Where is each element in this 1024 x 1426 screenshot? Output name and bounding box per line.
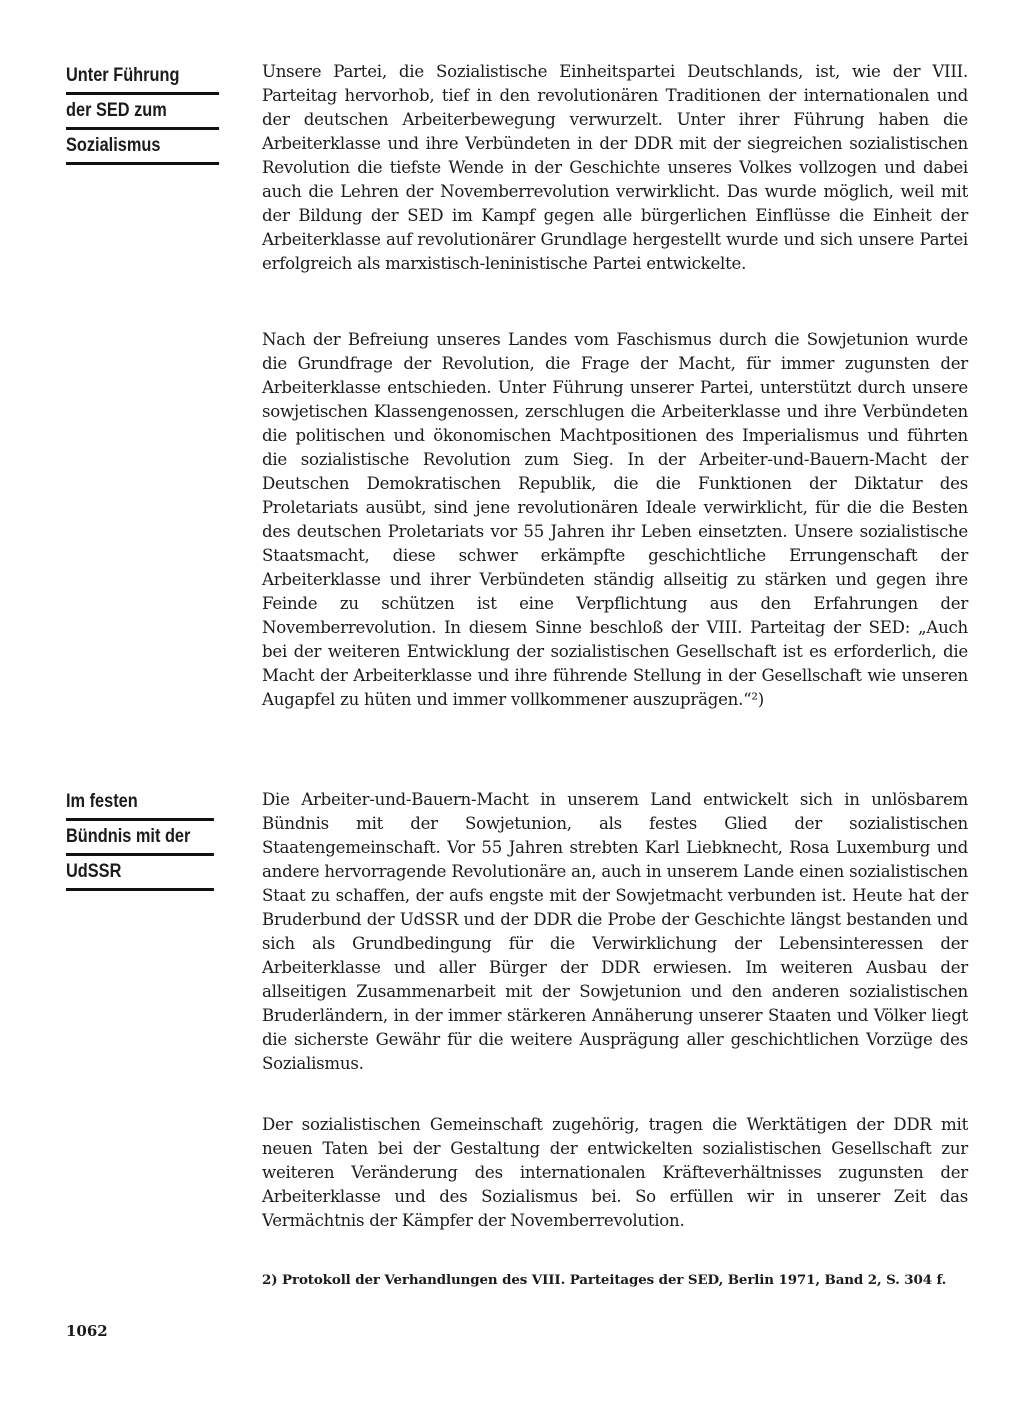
heading-line: UdSSR: [66, 856, 214, 891]
heading-line: der SED zum: [66, 95, 219, 130]
paragraph: Die Arbeiter-und-Bauern-Macht in unserem Land entwickelt sich in unlösbarem Bündnis mit der Sowjetunion, als festes Glied der sozialistischen Staatengemeinschaft. Vor 55 Jahren strebten Karl Liebknecht, Rosa Luxemburg und andere hervorragende Revolutionäre an, auch in unserem Lande einen sozialistischen Staat zu schaffen, der aufs engste mit der Sowjetmacht verbunden ist. Heute hat der Bruderbund der UdSSR und der DDR die Probe der Geschichte längst bestanden und sich als Grundbedingung für die Verwirklichung der Lebensinteressen der Arbeiterklasse und aller Bürger der DDR erwiesen. Im weiteren Ausbau der allseitigen Zusammenarbeit mit der Sowjetunion und den anderen sozialistischen Bruderländern, in der immer stärkeren Annäherung unserer Staaten und Völker liegt die sicherste Gewähr für die weitere Ausprägung aller geschichtlichen Vorzüge des Sozialismus.: [262, 790, 968, 1073]
heading-line: Unter Führung: [66, 60, 219, 95]
heading-line: Bündnis mit der: [66, 821, 214, 856]
marginal-heading-udssr: [66, 786, 238, 891]
heading-line: Im festen: [66, 786, 214, 821]
paragraph: Der sozialistischen Gemeinschaft zugehörig, tragen die Werktätigen der DDR mit neuen Taten bei der Gestaltung der entwickelten sozialistischen Gesellschaft zur weiteren Veränderung des internationalen Kräfteverhältnisses zugunsten der Arbeiterklasse und des Sozialismus bei. So erfüllen wir in unserer Zeit das Vermächtnis der Kämpfer der Novemberrevolution.: [262, 1115, 968, 1230]
footnote: 2) Protokoll der Verhandlungen des VIII. Parteitages der SED, Berlin 1971, Band 2, S. 304 f.: [262, 1272, 947, 1288]
paragraph: Unsere Partei, die Sozialistische Einheitspartei Deutschlands, ist, wie der VIII. Parteitag hervorhob, tief in den revolutionären Traditionen der internationalen und der deutschen Arbeiterbewegung verwurzelt. Unter ihrer Führung haben die Arbeiterklasse und ihre Verbündeten in der DDR mit der siegreichen sozialistischen Revolution die tiefste Wende in der Geschichte unseres Volkes vollzogen und dabei auch die Lehren der Novemberrevolution verwirklicht. Das wurde möglich, weil mit der Bildung der SED im Kampf gegen alle bürgerlichen Einflüsse die Einheit der Arbeiterklasse auf revolutionärer Grundlage hergestellt wurde und sich unsere Partei erfolgreich als marxistisch-leninistische Partei entwickelte.: [262, 62, 968, 273]
heading-line: Sozialismus: [66, 130, 219, 165]
marginal-heading-sed: [66, 60, 244, 165]
page-number: 1062: [66, 1322, 108, 1340]
paragraph: Nach der Befreiung unseres Landes vom Faschismus durch die Sowjetunion wurde die Grundfrage der Revolution, die Frage der Macht, für immer zugunsten der Arbeiterklasse entschieden. Unter Führung unserer Partei, unterstützt durch unsere sowjetischen Klassengenossen, zerschlugen die Arbeiterklasse und ihre Verbündeten die politischen und ökonomischen Machtpositionen des Imperialismus und führten die sozialistische Revolution zum Sieg. In der Arbeiter-und-Bauern-Macht der Deutschen Demokratischen Republik, die die Funktionen der Diktatur des Proletariats ausübt, sind jene revolutionären Ideale verwirklicht, für die die Besten des deutschen Proletariats vor 55 Jahren ihr Leben einsetzten. Unsere sozialistische Staatsmacht, diese schwer erkämpfte geschichtliche Errungenschaft der Arbeiterklasse und ihrer Verbündeten ständig allseitig zu stärken und gegen ihre Feinde zu schützen ist eine Verpflichtung aus den Erfahrungen der Novemberrevolution. In diesem Sinne beschloß der VIII. Parteitag der SED: „Auch bei der weiteren Entwicklung der sozialistischen Gesellschaft ist es erforderlich, die Macht der Arbeiterklasse und ihre führende Stellung in der Gesellschaft wie unseren Augapfel zu hüten und immer vollkommener auszuprägen.“²): [262, 330, 968, 709]
